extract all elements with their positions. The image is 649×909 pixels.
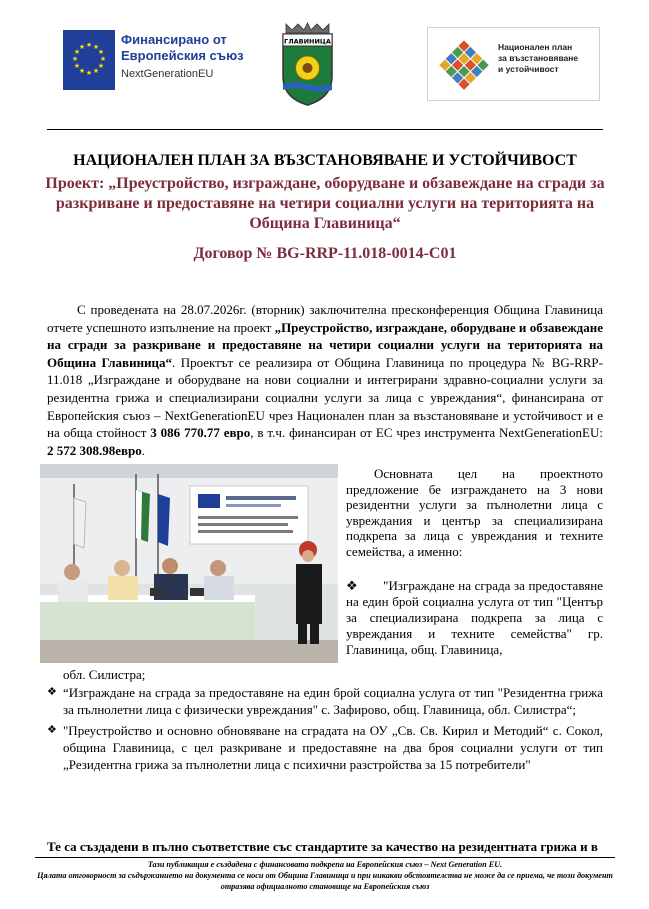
intro-eu-value: 2 572 308.98евро <box>47 442 142 458</box>
intro-text-1: С проведената на 28.07.2026г. (вторник) заключителна пресконференция Община Главиница отчете успешното изпълнение на проект <box>47 302 603 335</box>
npvu-logo-line2: за възстановяване <box>498 53 579 63</box>
bullet-diamond-icon: ❖ <box>47 686 57 698</box>
npvu-logo <box>427 27 600 101</box>
contract-number: Договор № BG-RRP-11.018-0014-C01 <box>193 245 457 262</box>
title-block <box>40 150 610 264</box>
npvu-logo-line3: и устойчивост <box>498 64 559 74</box>
project-title: Проект: „Преустройство, изграждане, оборудване и обзавеждане на сгради за разкриване и предоставяне на четири социални услуги на територията на Община Главиница“ <box>45 175 605 232</box>
header-divider <box>47 129 603 130</box>
eu-logo-line2: Европейския съюз <box>121 48 244 63</box>
svg-text:★: ★ <box>92 67 100 75</box>
eu-flag-icon <box>63 30 115 90</box>
eu-logo-line3: NextGenerationEU <box>121 68 214 80</box>
bullet-3-text: "Преустройство и основно обновяване на сградата на ОУ „Св. Св. Кирил и Методий“ с. Сокол, община Главиница, с цел разкриване и предоставяне на два броя социални услуги от тип „Резидентна грижа за пълнолетни лица с психични разстройства за 15 потребители" <box>63 723 603 772</box>
intro-text-7: . <box>141 442 146 458</box>
bullet-diamond-icon: ❖ <box>346 578 358 593</box>
npvu-pattern-icon <box>434 33 494 93</box>
crest-label: ГЛАВИНИЦА <box>284 37 331 46</box>
eu-disclaimer-footer <box>35 857 615 892</box>
intro-text-3: . Проектът се реализира от Община Главиница по процедура № BG-RRP-11.018 „Изграждане и оборудване на нови социални и интегрирани здравно-социални услуги за резидентна грижа и специализирани социални услуги за лица с увреждания“, финансирана от Европейския съюз – NextGenerationEU чрез Национален план за възстановяване и устойчивост и е на обща стойност <box>47 354 603 441</box>
bullet-diamond-icon: ❖ <box>47 724 57 736</box>
bullet-item-1 <box>346 578 603 658</box>
svg-text:★: ★ <box>78 43 86 51</box>
svg-text:★: ★ <box>85 41 93 49</box>
bullet-2-text: “Изграждане на сграда за предоставяне на един брой социална услуга от тип "Резидентна грижа за пълнолетни лица с физически увреждания" с. Зафирово, общ. Главиница, обл. Силистра“; <box>63 685 603 717</box>
plan-title: НАЦИОНАЛЕН ПЛАН ЗА ВЪЗСТАНОВЯВАНЕ И УСТОЙЧИВОСТ <box>73 152 577 169</box>
eu-funding-logo <box>63 30 248 96</box>
bullet-1-continuation: обл. Силистра; <box>63 667 146 682</box>
intro-project-name: „Преустройство, изграждане, оборудване и обзавеждане на сгради за разкриване и предоставяне на четири социални услуги на територията на Община Главиница“ <box>47 319 603 370</box>
eu-logo-line1: Финансирано от <box>121 32 227 47</box>
footer-line-2: Цялата отговорност за съдържанието на документа се носи от Община Главиница и при никакви обстоятелства не може да се приема, че този документ отразява официалното становище на Европейския съюз <box>37 871 613 891</box>
footer-line-1: Тази публикация е създадена с финансовата подкрепа на Европейския съюз – Next Generation EU. <box>35 857 615 870</box>
bullet-1-text: "Изграждане на сграда за предоставяне на един брой социална услуга от тип "Център за специализирана подкрепа за лица с увреждания и техните семейства" гр. Главиница, общ. Главиница, <box>346 578 603 657</box>
bullet-item-3 <box>47 722 603 773</box>
svg-text:★: ★ <box>85 69 93 77</box>
services-list <box>47 684 603 777</box>
svg-text:★: ★ <box>71 55 79 63</box>
svg-text:★: ★ <box>97 48 105 56</box>
svg-text:★: ★ <box>73 62 81 70</box>
closing-paragraph: Те са създадени в пълно съответствие със стандартите за качество на резидентната грижа и в <box>47 839 598 854</box>
intro-paragraph <box>47 301 603 459</box>
npvu-logo-line1: Национален план <box>498 42 573 52</box>
svg-text:★: ★ <box>92 43 100 51</box>
bullet-item-2 <box>47 684 603 718</box>
intro-total-value: 3 086 770.77 евро <box>150 425 251 441</box>
svg-text:★: ★ <box>97 62 105 70</box>
intro-text-5: , в т.ч. финансиран от ЕС чрез инструмента NextGenerationEU: <box>250 425 603 441</box>
press-conference-photo <box>40 464 338 663</box>
svg-text:★: ★ <box>73 48 81 56</box>
goal-paragraph: Основната цел на проектното предложение бе изграждането на 3 нови резидентни услуги за пълнолетни лица с увреждания и център за специализирана подкрепа за лица с увреждания и техните семейства, а именно: <box>346 466 603 559</box>
svg-text:★: ★ <box>99 55 107 63</box>
glavinitsa-crest-logo <box>280 20 335 106</box>
svg-text:★: ★ <box>78 67 86 75</box>
